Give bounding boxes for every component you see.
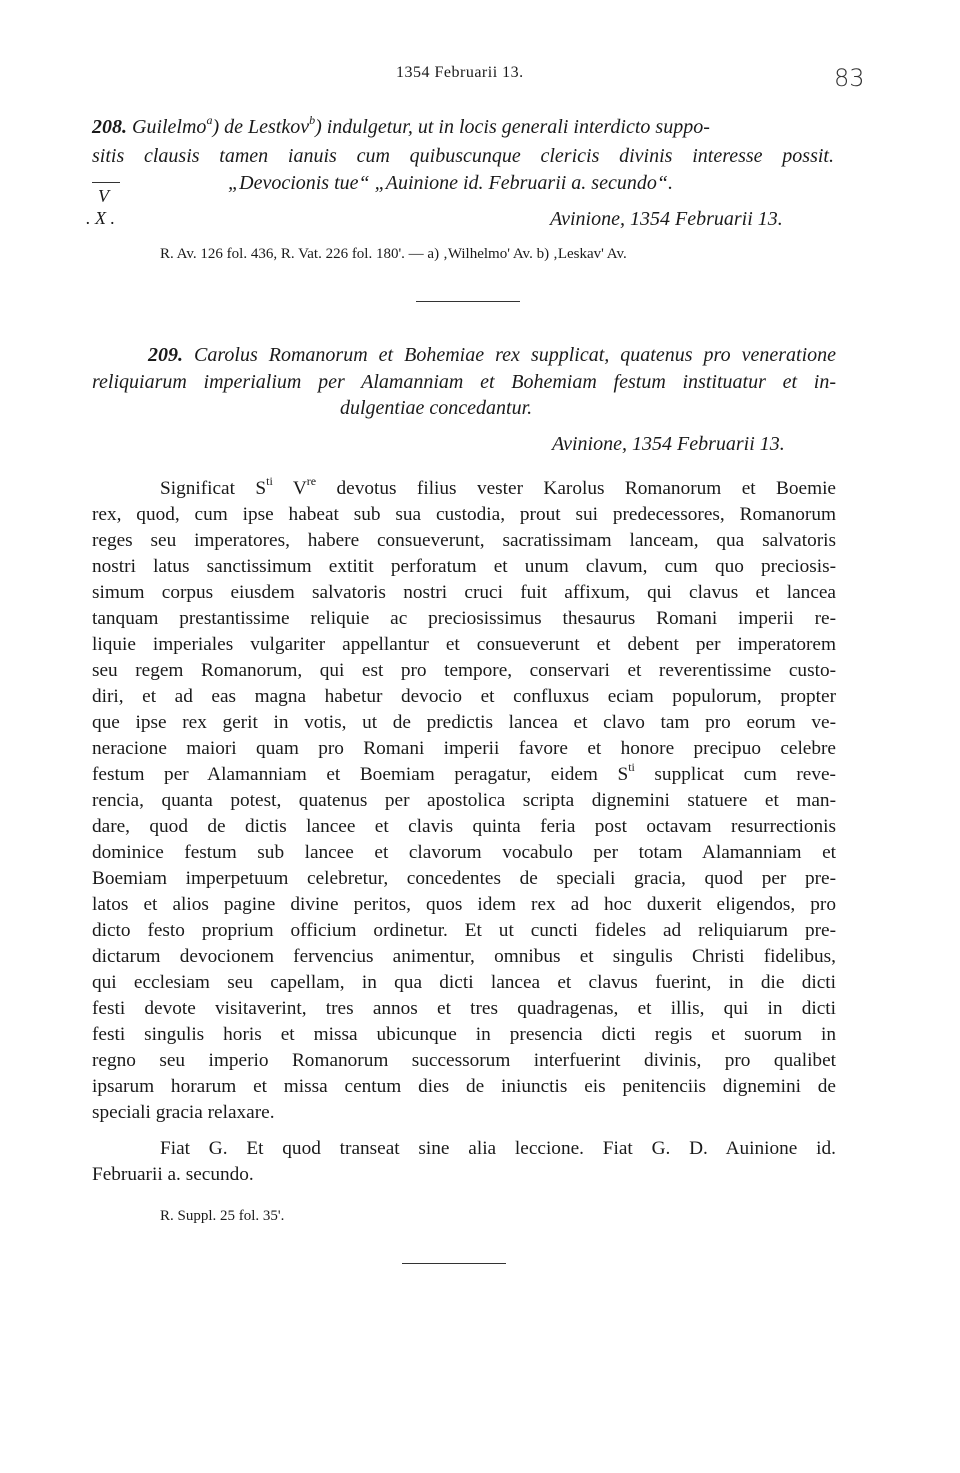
body-line: seu regem Romanorum, qui est pro tempore, conservari et reverentissime custo-	[92, 660, 836, 681]
entry-209-number: 209.	[148, 344, 183, 366]
body-line: qui ecclesiam seu capellam, in qua dicti lancea et clavus fuerint, in die dicti	[92, 972, 836, 993]
fiat-line-1: Fiat G. Et quod transeat sine alia leccione. Fiat G. D. Auinione id.	[160, 1138, 836, 1159]
body-line: diri, et ad eas magna habetur devocio et confluxus eciam populorum, propter	[92, 686, 836, 707]
body-line: regno seu imperio Romanorum successorum interfuerint divinis, pro qualibet	[92, 1050, 836, 1071]
marginal-rule	[92, 182, 120, 183]
fiat-line-2: Februarii a. secundo.	[92, 1164, 254, 1185]
entry-208-heading-line-1: 208. Guilelmo$^a$) de Lestkov$^b$) indulgetur, ut in locis generali interdicto suppo-	[92, 113, 710, 138]
body-line: festi singulis horis et missa ubicunque in presencia dicti regis et suorum in	[92, 1024, 836, 1045]
body-line: que ipse rex gerit in votis, ut de predictis lancea et clavo tam pro eorum ve-	[92, 712, 836, 733]
entry-208-source-note: R. Av. 126 fol. 436, R. Vat. 226 fol. 180'. — a) ‚Wilhelmo' Av. b) ‚Leskav' Av.	[160, 246, 627, 262]
body-line: nostri latus sanctissimum extitit perforatum et unum clavum, cum quo preciosis-	[92, 556, 836, 577]
body-line: rencia, quanta potest, quatenus per apostolica scripta dignemini statuere et man-	[92, 790, 836, 811]
body-line-1: Significat $S^{ti}$ Vre devotus filius vester Karolus Romanorum et Boemie	[160, 474, 836, 499]
section-divider	[402, 1263, 506, 1264]
body-line: rex, quod, cum ipse habeat sub sua custodia, prout sui predecessores, Romanorum	[92, 504, 836, 525]
body-line: festi devote visitaverint, tres annos et tres quadragenas, et illis, qui in dicti	[92, 998, 836, 1019]
body-line: festum per Alamanniam et Boemiam peragatur, eidem $S^{ti}$ supplicat cum reve-	[92, 760, 836, 785]
entry-209-heading-line-1: 209. Carolus Romanorum et Bohemiae rex supplicat, quatenus pro veneratione	[148, 344, 836, 366]
body-line-last: speciali gracia relaxare.	[92, 1102, 275, 1123]
marginal-x: . X .	[86, 208, 115, 228]
entry-208-dateline: Avinione, 1354 Februarii 13.	[550, 208, 783, 230]
body-line: dare, quod de dictis lancee et clavis quinta feria post octavam resurrectionis	[92, 816, 836, 837]
body-line: neracione maiori quam pro Romani imperii favore et honore precipuo celebre	[92, 738, 836, 759]
entry-209-heading-line-3: dulgentiae concedantur.	[340, 397, 533, 419]
body-line: ipsarum horarum et missa centum dies de iniunctis eis penitenciis dignemini de	[92, 1076, 836, 1097]
section-divider	[416, 301, 520, 302]
body-line: dicto festo proprium officium ordinetur. Et ut cuncti fideles ad reliquiarum pre-	[92, 920, 836, 941]
entry-208-number: 208.	[92, 116, 127, 138]
page-number: 83	[834, 64, 865, 92]
entry-208-grant: „Devocionis tue“ „Auinione id. Februarii a. secundo“.	[228, 172, 673, 194]
body-line: reges seu imperatores, habere consueverunt, sacratissimam lanceam, qua salvatoris	[92, 530, 836, 551]
entry-209-source-note: R. Suppl. 25 fol. 35'.	[160, 1208, 285, 1224]
body-line: Boemiam imperpetuum celebretur, concedentes de speciali gracia, quod per pre-	[92, 868, 836, 889]
body-line: latos et alios pagine divine peritos, quos idem rex ad hoc duxerit eligendos, pro	[92, 894, 836, 915]
marginal-v: V	[98, 186, 109, 206]
body-line: liquie imperiales vulgariter appellantur et consueverunt et debent per imperatorem	[92, 634, 836, 655]
entry-208-heading-line-2: sitis clausis tamen ianuis cum quibuscunque clericis divinis interesse possit.	[92, 145, 834, 167]
entry-209-dateline: Avinione, 1354 Februarii 13.	[552, 433, 785, 455]
body-line: dominice festum sub lancee et clavorum vocabulo per totam Alamanniam et	[92, 842, 836, 863]
body-line: simum corpus eiusdem salvatoris nostri cruci fuit affixum, qui clavus et lancea	[92, 582, 836, 603]
body-line: tanquam prestantissime reliquie ac preciosissimus thesaurus Romani imperii re-	[92, 608, 836, 629]
running-head: 1354 Februarii 13.	[396, 64, 524, 81]
body-line: dictarum devocionem fervencius animentur, omnibus et singulis Christi fidelibus,	[92, 946, 836, 967]
entry-209-heading-line-2: reliquiarum imperialium per Alamanniam et Bohemiam festum instituatur et in-	[92, 371, 836, 393]
